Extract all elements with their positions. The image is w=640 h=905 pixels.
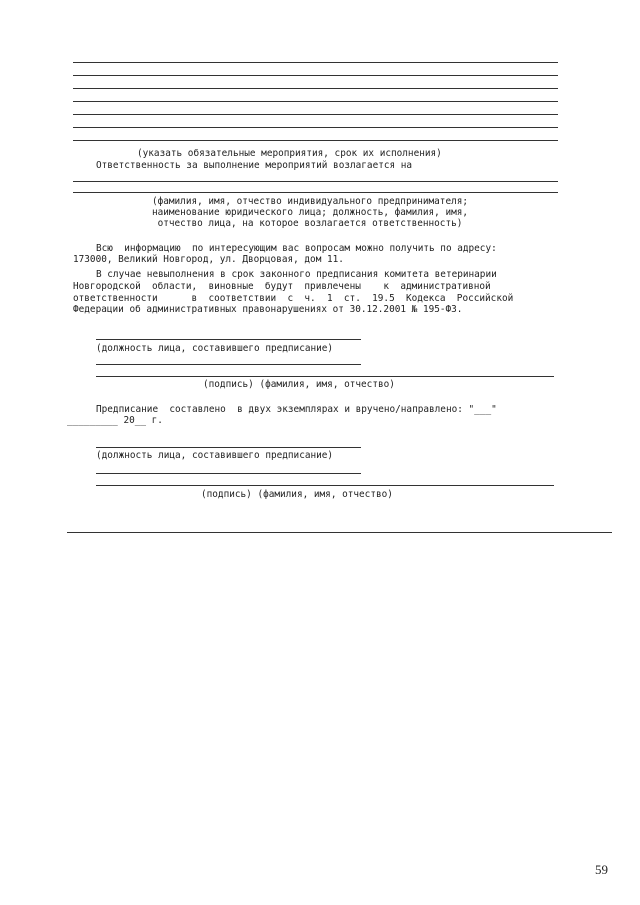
responsibility-line: Ответственность за выполнение мероприятий возлагается на [96,160,413,171]
signature-2-position-caption: (должность лица, составившего предписание) [96,450,334,461]
responsibility-caption-3: отчество лица, на которое возлагается ответственность) [157,218,463,229]
signature-1-sign-field[interactable] [96,376,554,377]
measures-line-2[interactable] [73,75,558,76]
signature-2-name-field[interactable] [96,473,361,474]
signature-2-sign-field[interactable] [96,485,554,486]
warning-line-4: Федерации об административных правонарушениях от 30.12.2001 № 195-ФЗ. [73,304,463,315]
responsibility-field-2[interactable] [73,192,558,193]
measures-line-3[interactable] [73,88,558,89]
measures-line-7[interactable] [73,140,558,141]
page-number: 59 [595,862,608,877]
measures-line-5[interactable] [73,114,558,115]
warning-line-1: В случае невыполнения в срок законного предписания комитета ветеринарии [96,269,497,280]
responsibility-field-1[interactable] [73,181,558,182]
signature-2-sign-caption: (подпись) (фамилия, имя, отчество) [201,489,393,500]
signature-2-position-field[interactable] [96,447,361,448]
warning-line-3: ответственности в соответствии с ч. 1 ст. 19.5 Кодекса Российской [73,293,514,304]
measures-line-1[interactable] [73,62,558,63]
responsibility-caption-1: (фамилия, имя, отчество индивидуального предпринимателя; [151,196,469,207]
signature-1-position-caption: (должность лица, составившего предписание) [96,343,334,354]
measures-line-6[interactable] [73,127,558,128]
signature-1-position-field[interactable] [96,339,361,340]
info-line-1: Всю информацию по интересующим вас вопросам можно получить по адресу: [96,243,497,254]
copies-line-2: _________ 20__ г. [67,415,163,426]
info-line-2: 173000, Великий Новгород, ул. Дворцовая, дом 11. [73,254,344,265]
signature-1-name-field[interactable] [96,364,361,365]
responsibility-caption-2: наименование юридического лица; должность, фамилия, имя, [151,207,469,218]
measures-caption: (указать обязательные мероприятия, срок их исполнения) [137,148,442,159]
measures-line-4[interactable] [73,101,558,102]
signature-1-sign-caption: (подпись) (фамилия, имя, отчество) [203,379,395,390]
section-divider [67,532,612,533]
copies-line-1: Предписание составлено в двух экземплярах и вручено/направлено: "___" [96,404,497,415]
warning-line-2: Новгородской области, виновные будут привлечены к административной [73,281,491,292]
